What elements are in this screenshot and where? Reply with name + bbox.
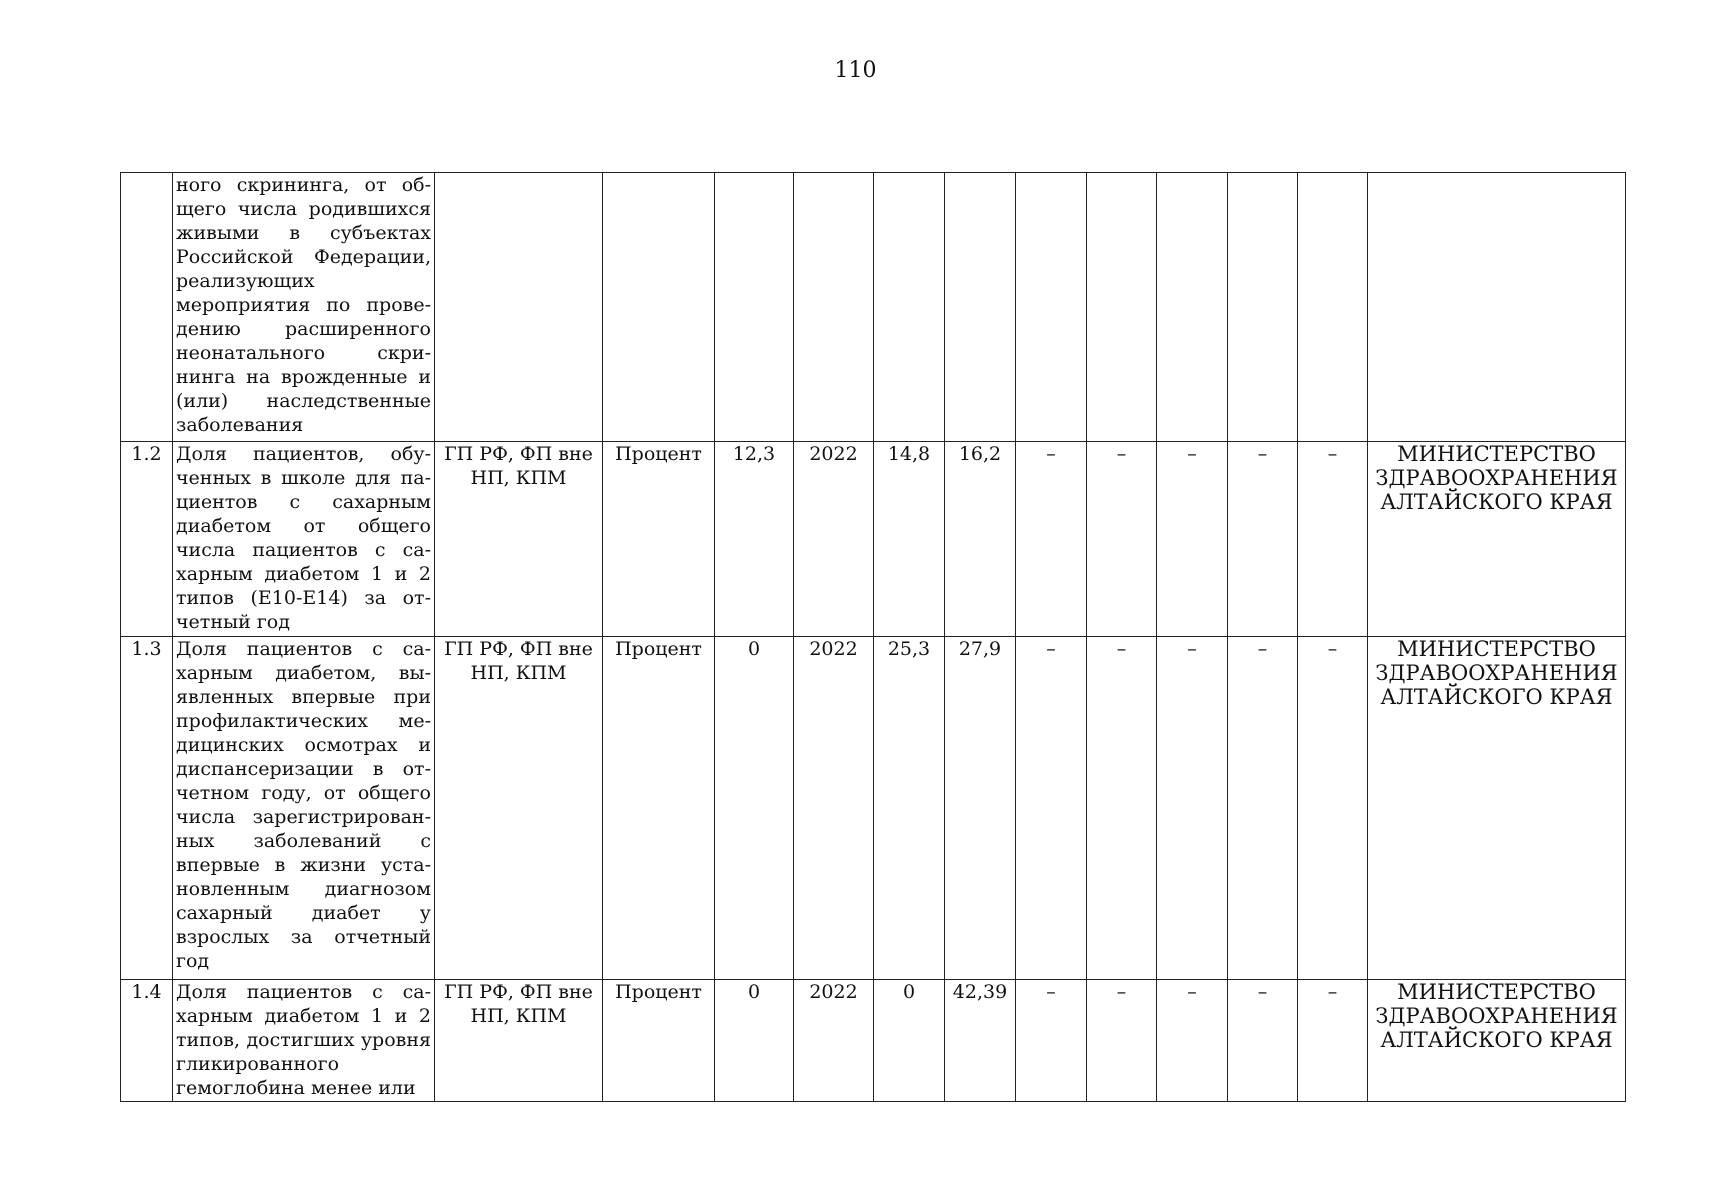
value-cell [1087,173,1157,442]
base-year-cell: 2022 [794,442,874,637]
value-cell: – [1016,442,1087,637]
table-row [121,980,1626,1102]
unit-cell: Процент [603,980,715,1102]
value-cell: – [1087,637,1157,980]
base-year-cell: 2022 [794,637,874,980]
value-cell: – [1157,637,1228,980]
base-value-cell [715,173,794,442]
unit-cell [603,173,715,442]
unit-cell: Процент [603,637,715,980]
value-cell: – [1298,442,1368,637]
indicator-description: Доля пациентов с сахарным диабетом 1 и 2 типов, достигших уровня гликированного гемоглобина менее или [173,980,435,1102]
base-year-cell [794,173,874,442]
value-cell: – [1228,637,1298,980]
source-cell: ГП РФ, ФП вне НП, КПМ [435,442,603,637]
value-cell: – [1298,980,1368,1102]
base-value-cell: 0 [715,637,794,980]
value-cell [1228,173,1298,442]
indicators-table [120,172,1626,1102]
responsible-cell: МИНИСТЕРСТВО ЗДРАВООХРАНЕНИЯ АЛТАЙСКОГО КРАЯ [1368,442,1626,637]
value-cell [1298,173,1368,442]
table-row [121,442,1626,637]
base-value-cell: 0 [715,980,794,1102]
value-cell: – [1157,442,1228,637]
unit-cell: Процент [603,442,715,637]
source-cell: ГП РФ, ФП вне НП, КПМ [435,980,603,1102]
row-number: 1.3 [121,637,173,980]
value-cell [945,173,1016,442]
value-cell: 27,9 [945,637,1016,980]
indicator-description: ного скрининга, от общего числа родившихся живыми в субъектах Российской Федерации, реализующих мероприятия по проведению расширенного неонатального скрининга на врожденные и (или) наследственные заболевания [173,173,435,442]
value-cell: – [1087,442,1157,637]
row-number [121,173,173,442]
value-cell: – [1016,637,1087,980]
page-number: 110 [834,58,877,83]
value-cell: – [1087,980,1157,1102]
value-cell: 42,39 [945,980,1016,1102]
table-row [121,637,1626,980]
table-row [121,173,1626,442]
base-value-cell: 12,3 [715,442,794,637]
value-cell: – [1157,980,1228,1102]
row-number: 1.4 [121,980,173,1102]
value-cell: 25,3 [874,637,945,980]
value-cell: 14,8 [874,442,945,637]
row-number: 1.2 [121,442,173,637]
indicator-description: Доля пациентов с сахарным диабетом, выявленных впервые при профилактических медицинских осмотрах и диспансеризации в отчетном году, от общего числа зарегистрированных заболеваний с впервые в жизни установленным диагнозом сахарный диабет у взрослых за отчетный год [173,637,435,980]
indicator-description: Доля пациентов, обученных в школе для пациентов с сахарным диабетом от общего числа пациентов с сахарным диабетом 1 и 2 типов (Е10-Е14) за отчетный год [173,442,435,637]
base-year-cell: 2022 [794,980,874,1102]
value-cell [1016,173,1087,442]
value-cell [1157,173,1228,442]
value-cell: – [1016,980,1087,1102]
value-cell: – [1298,637,1368,980]
source-cell [435,173,603,442]
responsible-cell: МИНИСТЕРСТВО ЗДРАВООХРАНЕНИЯ АЛТАЙСКОГО КРАЯ [1368,980,1626,1102]
responsible-cell: МИНИСТЕРСТВО ЗДРАВООХРАНЕНИЯ АЛТАЙСКОГО КРАЯ [1368,637,1626,980]
value-cell: 0 [874,980,945,1102]
value-cell: – [1228,442,1298,637]
value-cell: 16,2 [945,442,1016,637]
value-cell: – [1228,980,1298,1102]
source-cell: ГП РФ, ФП вне НП, КПМ [435,637,603,980]
responsible-cell [1368,173,1626,442]
value-cell [874,173,945,442]
